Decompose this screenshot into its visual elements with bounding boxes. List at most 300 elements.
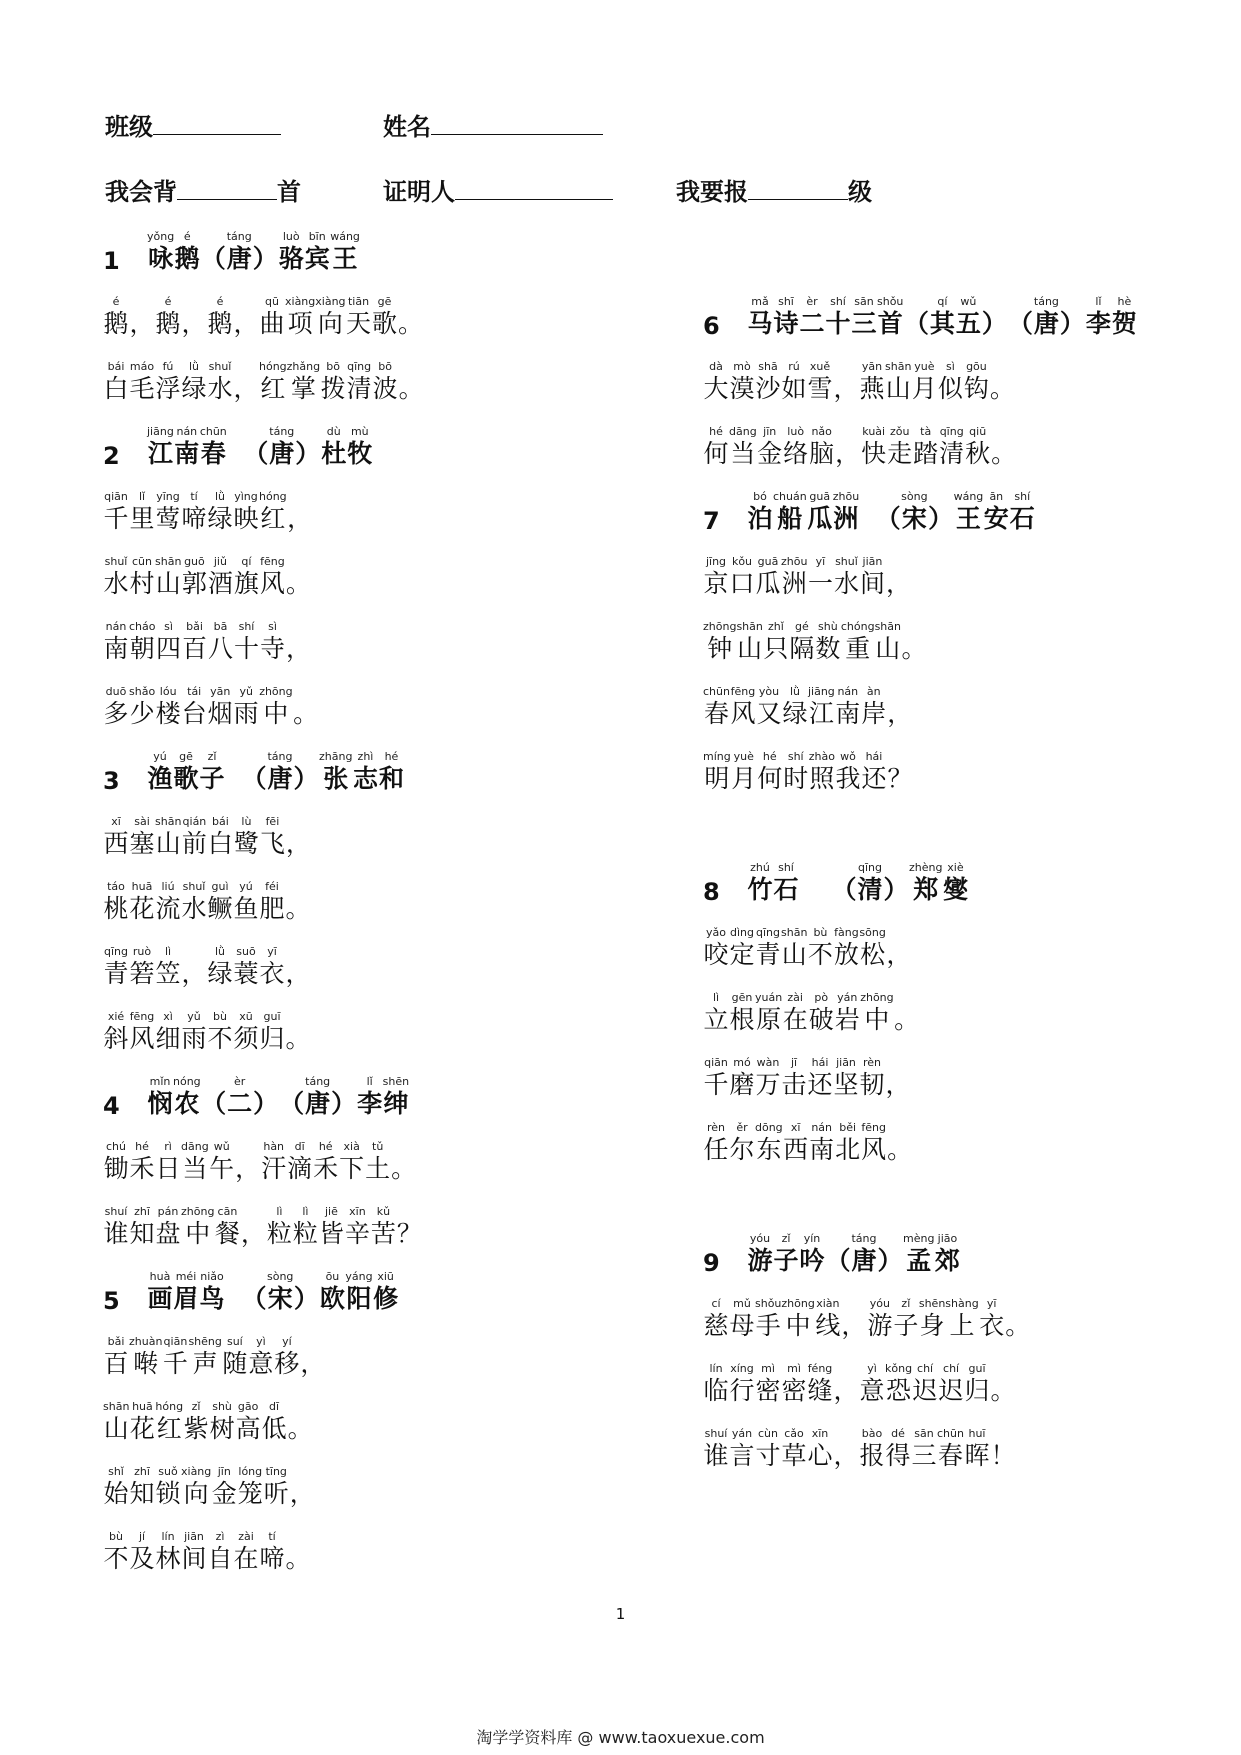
- hanzi: 知: [129, 1479, 155, 1508]
- character-unit: [991, 426, 1017, 469]
- hanzi: ，: [833, 1376, 859, 1405]
- pinyin: yí: [282, 1335, 292, 1348]
- pinyin: yǔ: [239, 685, 253, 698]
- character-unit: [703, 1122, 729, 1165]
- pinyin: wǔ: [960, 295, 977, 308]
- hanzi: ，: [300, 1349, 326, 1378]
- character-unit: [103, 1401, 129, 1444]
- character-unit: [398, 361, 424, 404]
- character-unit: [129, 1206, 155, 1249]
- character-unit: [286, 621, 312, 664]
- witness-blank[interactable]: [455, 177, 613, 200]
- pinyin: hóng: [259, 490, 287, 503]
- hanzi: 我: [835, 764, 861, 793]
- hanzi: 粒: [266, 1219, 292, 1248]
- poem-line: [703, 358, 1223, 404]
- hanzi: ，: [835, 439, 861, 468]
- pinyin: yáng: [345, 1270, 373, 1283]
- hanzi: 午: [209, 1154, 235, 1183]
- pinyin: zhǐ: [767, 620, 784, 633]
- hanzi: 十: [825, 309, 851, 338]
- character-unit: [757, 426, 783, 469]
- pinyin: qí: [937, 295, 948, 308]
- character-unit: [147, 426, 174, 469]
- hanzi: 秋: [965, 439, 991, 468]
- hanzi: 走: [887, 439, 913, 468]
- character-unit: [825, 296, 851, 339]
- hanzi: 映: [233, 504, 259, 533]
- hanzi: 寺: [259, 634, 285, 663]
- character-unit: [815, 621, 841, 664]
- name-blank[interactable]: [431, 112, 603, 135]
- pinyin: zǐ: [207, 750, 217, 763]
- character-unit: [755, 927, 781, 970]
- character-unit: [901, 491, 927, 534]
- poem-line: [103, 553, 623, 599]
- pinyin: hé: [135, 1140, 149, 1153]
- hanzi: 风: [861, 1135, 887, 1164]
- character-unit: [292, 1206, 318, 1249]
- pinyin: sì: [268, 620, 277, 633]
- hanzi: 。: [990, 1376, 1016, 1405]
- character-unit: [103, 1336, 129, 1379]
- hanzi: 骆: [278, 244, 304, 273]
- class-label: 班级: [105, 113, 153, 141]
- hanzi: 手: [755, 1311, 781, 1340]
- pinyin: guī: [968, 1362, 986, 1375]
- pinyin: suō: [236, 945, 256, 958]
- pinyin: zhōng: [703, 620, 737, 633]
- pinyin: zì: [215, 1530, 225, 1543]
- character-unit: [233, 1531, 259, 1574]
- hanzi: 三: [851, 309, 877, 338]
- character-unit: [225, 1301, 241, 1314]
- pinyin: jiē: [324, 1205, 338, 1218]
- character-unit: [252, 231, 278, 274]
- character-unit: [274, 1336, 300, 1379]
- character-unit: [129, 1336, 162, 1379]
- hanzi: 漠: [729, 374, 755, 403]
- hanzi: 红: [156, 1414, 182, 1443]
- character-unit: [731, 751, 757, 794]
- pinyin: lì: [712, 991, 720, 1004]
- pinyin: bù: [213, 1010, 227, 1023]
- hanzi: ，: [885, 569, 911, 598]
- pinyin: xiàng: [181, 1465, 212, 1478]
- hanzi: 宾: [304, 244, 330, 273]
- character-unit: [834, 992, 860, 1035]
- poem-column-right: [703, 228, 1223, 1490]
- hanzi: 绿: [181, 374, 207, 403]
- hanzi: 何: [703, 439, 729, 468]
- hanzi: 中: [263, 699, 289, 728]
- character-unit: [233, 296, 259, 339]
- pinyin: xié: [107, 1010, 125, 1023]
- character-unit: [945, 1298, 978, 1341]
- pinyin: qí: [241, 555, 252, 568]
- pinyin: bǎi: [107, 1335, 125, 1348]
- hanzi: 鹭: [233, 829, 259, 858]
- pinyin: hàn: [263, 1140, 285, 1153]
- character-unit: [938, 1363, 964, 1406]
- poem-5: [103, 1268, 623, 1574]
- character-unit: [885, 556, 911, 599]
- hanzi: 水: [833, 569, 859, 598]
- character-unit: [815, 1298, 841, 1341]
- character-unit: [207, 296, 233, 339]
- hanzi: 迟: [938, 1376, 964, 1405]
- character-unit: [703, 1298, 729, 1341]
- poem-line: [103, 1203, 623, 1249]
- character-unit: [173, 1271, 199, 1314]
- pinyin: gēn: [731, 991, 753, 1004]
- character-unit: [833, 1363, 859, 1406]
- character-unit: [783, 751, 809, 794]
- character-unit: [103, 816, 129, 859]
- hanzi: 里: [129, 504, 155, 533]
- hanzi: 悯: [147, 1089, 173, 1118]
- hanzi: 水: [181, 894, 207, 923]
- pinyin: fēng: [129, 1010, 155, 1023]
- poem-line: [103, 1463, 623, 1509]
- pinyin: qiān: [163, 1335, 188, 1348]
- apply-blank[interactable]: [748, 177, 848, 200]
- pinyin: shuǐ: [835, 555, 858, 568]
- hanzi: 慈: [703, 1311, 729, 1340]
- poem-line: [703, 553, 1223, 599]
- poem-line: [703, 618, 1223, 664]
- hanzi: 石: [1009, 504, 1035, 533]
- pinyin: zhī: [134, 1465, 150, 1478]
- pinyin: wǒ: [840, 750, 856, 763]
- hanzi: 波: [372, 374, 398, 403]
- hanzi: 画: [147, 1284, 173, 1313]
- poem-1: [103, 228, 623, 404]
- character-unit: [729, 556, 755, 599]
- hanzi: 向: [183, 1479, 209, 1508]
- hanzi: 日: [155, 1154, 181, 1183]
- hanzi: 知: [129, 1219, 155, 1248]
- character-unit: [919, 1298, 945, 1341]
- hanzi: ）: [252, 244, 278, 273]
- character-unit: [883, 862, 909, 905]
- pinyin: sān: [854, 295, 874, 308]
- character-unit: [833, 1428, 859, 1471]
- pinyin: yán: [837, 991, 858, 1004]
- pinyin: dù: [326, 425, 341, 438]
- pinyin: mù: [350, 425, 369, 438]
- hanzi: 。: [989, 374, 1015, 403]
- hanzi: （: [875, 504, 901, 533]
- character-unit: [248, 1336, 274, 1379]
- character-unit: [781, 361, 807, 404]
- pinyin: sōng: [859, 926, 886, 939]
- character-unit: [155, 686, 181, 729]
- hanzi: （: [241, 764, 267, 793]
- pinyin: èr: [806, 295, 818, 308]
- pinyin: zhào: [808, 750, 835, 763]
- pinyin: dī: [269, 1400, 280, 1413]
- hanzi: 临: [703, 1376, 729, 1405]
- character-unit: [207, 1531, 233, 1574]
- character-unit: [147, 1271, 173, 1314]
- pinyin: nán: [105, 620, 127, 633]
- character-unit: [781, 556, 807, 599]
- hanzi: 谁: [103, 1219, 129, 1248]
- pinyin: yǎo: [706, 926, 726, 939]
- pinyin: qiū: [969, 425, 987, 438]
- hanzi: ？: [396, 1219, 422, 1248]
- character-unit: [729, 1122, 755, 1165]
- character-unit: [835, 1122, 861, 1165]
- hanzi: 鳜: [207, 894, 233, 923]
- character-unit: [859, 556, 885, 599]
- hanzi: 渔: [147, 764, 173, 793]
- character-unit: [799, 892, 815, 905]
- character-unit: [207, 491, 233, 534]
- pinyin: qīng: [939, 425, 964, 438]
- character-unit: [267, 751, 293, 794]
- character-unit: [1005, 1298, 1031, 1341]
- poem-line: [103, 618, 623, 664]
- character-unit: [833, 1057, 859, 1100]
- pinyin: yī: [267, 945, 277, 958]
- pinyin: huà: [149, 1270, 171, 1283]
- character-unit: [233, 1011, 259, 1054]
- pinyin: yuán: [755, 991, 783, 1004]
- pinyin: jīn: [763, 425, 777, 438]
- pinyin: zhǎng: [286, 360, 321, 373]
- pinyin: shàng: [945, 1297, 979, 1310]
- character-unit: [155, 491, 181, 534]
- hanzi: 餐: [214, 1219, 240, 1248]
- character-unit: [755, 1363, 781, 1406]
- hanzi: 意: [859, 1376, 885, 1405]
- hanzi: 山: [155, 569, 181, 598]
- hanzi: 浮: [155, 374, 181, 403]
- hanzi: 瓜: [755, 569, 781, 598]
- character-unit: [199, 751, 225, 794]
- hanzi: 宋: [901, 504, 927, 533]
- poem-number: 6: [703, 312, 720, 340]
- pinyin: rèn: [862, 1056, 882, 1069]
- character-unit: [703, 992, 729, 1035]
- hanzi: 台: [181, 699, 207, 728]
- poem-6: [703, 293, 1223, 469]
- hanzi: 拨: [320, 374, 346, 403]
- hanzi: 鹅: [155, 309, 181, 338]
- character-unit: [259, 1011, 285, 1054]
- character-unit: [747, 491, 773, 534]
- pinyin: huī: [968, 1427, 986, 1440]
- pinyin: lín: [161, 1530, 175, 1543]
- recite-blank[interactable]: [177, 177, 277, 200]
- hanzi: 洲: [781, 569, 807, 598]
- hanzi: 二: [227, 1089, 253, 1118]
- pinyin: yǔ: [187, 1010, 201, 1023]
- hanzi: （: [243, 439, 269, 468]
- character-unit: [129, 621, 156, 664]
- character-unit: [226, 231, 252, 274]
- hanzi: 山: [885, 374, 911, 403]
- character-unit: [747, 1233, 773, 1276]
- poem-line: [103, 1008, 623, 1054]
- character-unit: [942, 862, 968, 905]
- witness-field: [383, 172, 613, 207]
- poem-number: 2: [103, 442, 120, 470]
- character-unit: [259, 1531, 285, 1574]
- hanzi: 咬: [703, 940, 729, 969]
- pinyin: cūn: [132, 555, 152, 568]
- pinyin: duō: [105, 685, 127, 698]
- poem-line: [103, 878, 623, 924]
- poem-line: [703, 423, 1223, 469]
- pinyin: qīng: [858, 861, 882, 874]
- pinyin: ěr: [736, 1121, 748, 1134]
- character-unit: [181, 1531, 207, 1574]
- pinyin: lì: [164, 945, 172, 958]
- apply-field: [676, 172, 872, 207]
- character-unit: [867, 1298, 893, 1341]
- pinyin: zhuàn: [129, 1335, 163, 1348]
- character-unit: [833, 556, 859, 599]
- hanzi: 山: [155, 829, 181, 858]
- character-unit: [703, 751, 731, 794]
- pinyin: bái: [107, 360, 125, 373]
- hanzi: 谁: [703, 1441, 729, 1470]
- hanzi: 泊: [747, 504, 773, 533]
- poem-7: [703, 488, 1223, 794]
- character-unit: [747, 862, 773, 905]
- pinyin: guī: [263, 1010, 281, 1023]
- character-unit: [155, 1011, 181, 1054]
- character-unit: [783, 1122, 809, 1165]
- pinyin: jiān: [184, 1530, 204, 1543]
- pinyin: qū: [265, 295, 279, 308]
- hanzi: ，: [233, 374, 259, 403]
- hanzi: 一: [807, 569, 833, 598]
- poem-number: 3: [103, 767, 120, 795]
- hanzi: 绅: [383, 1089, 409, 1118]
- character-unit: [207, 686, 233, 729]
- hanzi: ，: [287, 504, 313, 533]
- hanzi: 五: [955, 309, 981, 338]
- class-blank[interactable]: [153, 112, 281, 135]
- character-unit: [129, 361, 155, 404]
- character-unit: [903, 296, 929, 339]
- hanzi: 清: [857, 875, 883, 904]
- hanzi: 辛: [344, 1219, 370, 1248]
- character-unit: [155, 1401, 183, 1444]
- hanzi: 当: [182, 1154, 208, 1183]
- pinyin: hé: [318, 1140, 333, 1153]
- character-unit: [147, 751, 173, 794]
- character-unit: [979, 1298, 1005, 1341]
- hanzi: 盘: [155, 1219, 181, 1248]
- pinyin: shān: [874, 620, 901, 633]
- character-unit: [799, 296, 825, 339]
- pinyin: mǐn: [149, 1075, 171, 1088]
- hanzi: 踏: [913, 439, 939, 468]
- character-unit: [1033, 296, 1059, 339]
- character-unit: [773, 491, 807, 534]
- pinyin: niǎo: [200, 1270, 224, 1283]
- character-unit: [859, 927, 885, 970]
- hanzi: ）: [293, 764, 319, 793]
- pinyin: yān: [861, 360, 883, 373]
- character-unit: [346, 296, 372, 339]
- character-unit: [261, 1401, 287, 1444]
- character-unit: [285, 1531, 311, 1574]
- pinyin: shān: [155, 815, 182, 828]
- hanzi: 清: [939, 439, 965, 468]
- character-unit: [861, 686, 887, 729]
- hanzi: 如: [781, 374, 807, 403]
- pinyin: xī: [111, 815, 121, 828]
- pinyin: zhōng: [259, 685, 293, 698]
- hanzi: 歌: [173, 764, 199, 793]
- hanzi: 万: [755, 1070, 781, 1099]
- hanzi: 行: [729, 1376, 755, 1405]
- hanzi: 南: [174, 439, 200, 468]
- poem-number: 4: [103, 1092, 120, 1120]
- character-unit: [214, 1206, 240, 1249]
- hanzi: 首: [877, 309, 903, 338]
- hanzi: 密: [755, 1376, 781, 1405]
- hanzi: ）: [883, 875, 909, 904]
- pinyin: hé: [384, 750, 399, 763]
- character-unit: [885, 1057, 911, 1100]
- character-unit: [162, 1336, 188, 1379]
- pinyin: pán: [157, 1205, 179, 1218]
- hanzi: 紫: [183, 1414, 209, 1443]
- character-unit: [841, 1298, 867, 1341]
- pinyin: hái: [865, 750, 883, 763]
- hanzi: 定: [729, 940, 755, 969]
- hanzi: 寸: [755, 1441, 781, 1470]
- recite-label: 我会背: [105, 178, 177, 206]
- character-unit: [729, 426, 757, 469]
- pinyin: sān: [914, 1427, 934, 1440]
- pinyin: shuí: [104, 1205, 128, 1218]
- pinyin: bái: [212, 815, 229, 828]
- character-unit: [235, 1401, 261, 1444]
- pinyin: hái: [811, 1056, 829, 1069]
- pinyin: gé: [794, 620, 809, 633]
- character-unit: [398, 296, 424, 339]
- hanzi: 放: [833, 940, 859, 969]
- character-unit: [259, 361, 287, 404]
- hanzi: 眉: [173, 1284, 199, 1313]
- recite-field: [105, 172, 301, 207]
- hanzi: 天: [346, 309, 372, 338]
- poem-title: [103, 1268, 623, 1314]
- hanzi: ？: [887, 764, 913, 793]
- pinyin: hóng: [155, 1400, 184, 1413]
- hanzi: 不: [103, 1544, 129, 1573]
- poem-title: [103, 748, 623, 794]
- pinyin: qián: [182, 815, 207, 828]
- hanzi: ，: [887, 699, 913, 728]
- hanzi: 大: [703, 374, 729, 403]
- hanzi: ）: [253, 1089, 279, 1118]
- character-unit: [207, 816, 233, 859]
- poem-title: [103, 423, 623, 469]
- hanzi: 诗: [773, 309, 799, 338]
- pinyin: táng: [269, 425, 295, 438]
- apply-label: 我要报: [676, 178, 748, 206]
- character-unit: [851, 296, 877, 339]
